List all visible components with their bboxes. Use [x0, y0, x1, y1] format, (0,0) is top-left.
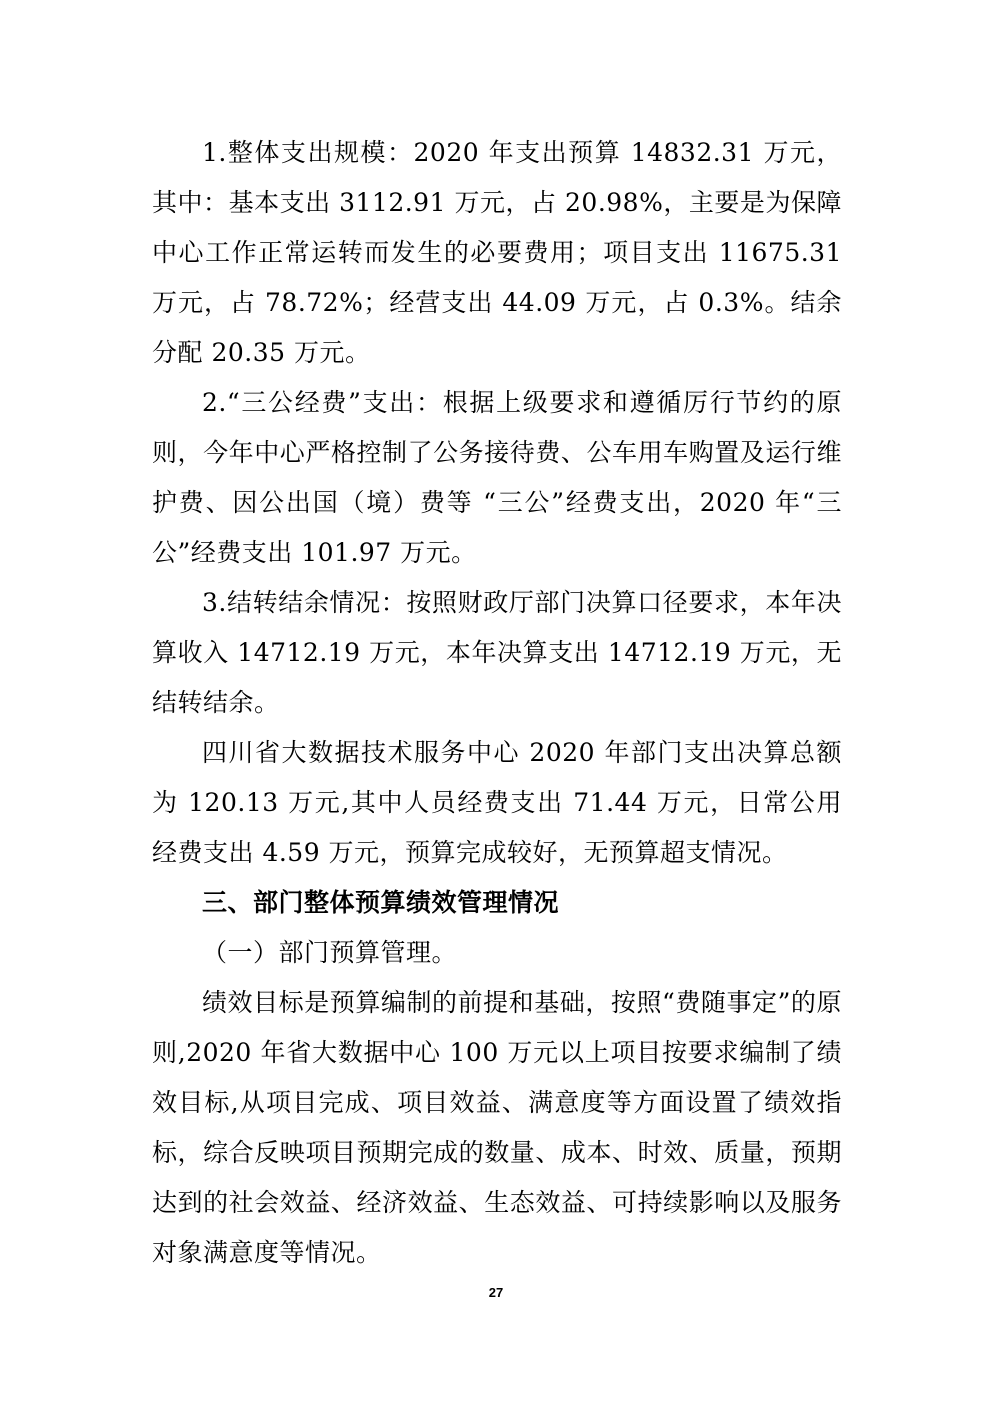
paragraph-department-final-accounts: 四川省大数据技术服务中心 2020 年部门支出决算总额为 120.13 万元,其中人员经费支出 71.44 万元，日常公用经费支出 4.59 万元，预算完成较好，无预算超支情况。	[152, 738, 842, 867]
paragraph-performance-goals: 绩效目标是预算编制的前提和基础，按照“费随事定”的原则,2020 年省大数据中心 100 万元以上项目按要求编制了绩效目标,从项目完成、项目效益、满意度等方面设置了绩效指标，综合反映项目预期完成的数量、成本、时效、质量，预期达到的社会效益、经济效益、生态效益、可持续影响以及服务对象满意度等情况。	[152, 988, 842, 1267]
page-number: 27	[488, 1285, 504, 1300]
section-heading: 三、部门整体预算绩效管理情况	[202, 888, 560, 917]
subsection-heading: （一）部门预算管理。	[202, 938, 458, 967]
document-body	[152, 128, 842, 1278]
paragraph-three-public-funds: 2.“三公经费”支出：根据上级要求和遵循厉行节约的原则，今年中心严格控制了公务接待费、公车用车购置及运行维护费、因公出国（境）费等 “三公”经费支出，2020 年“三公”经费支出 101.97 万元。	[152, 388, 842, 567]
paragraph-total-expenditure: 1.整体支出规模：2020 年支出预算 14832.31 万元，其中：基本支出 3112.91 万元，占 20.98%，主要是为保障中心工作正常运转而发生的必要费用；项目支出 11675.31 万元，占 78.72%；经营支出 44.09 万元，占 0.3%。结余分配 20.35 万元。	[152, 138, 842, 367]
paragraph-carryover-balance: 3.结转结余情况：按照财政厅部门决算口径要求，本年决算收入 14712.19 万元，本年决算支出 14712.19 万元，无结转结余。	[152, 588, 842, 717]
